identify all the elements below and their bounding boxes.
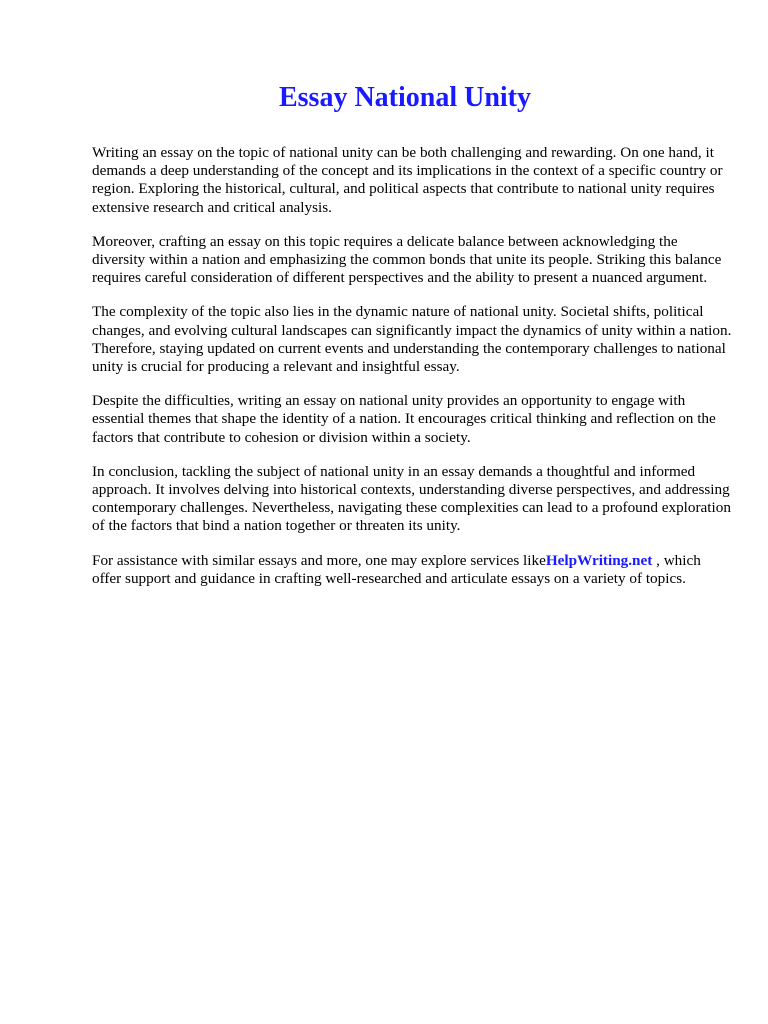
paragraph-6-tail: , which offer support and guidance in crafting well-researched and articulate essays on a variety of topics. — [92, 551, 701, 587]
page-title: Essay National Unity — [278, 82, 532, 113]
paragraph-1: Writing an essay on the topic of national unity can be both challenging and rewarding. On one hand, it demands a deep understanding of the concept and its implications in the context of a specific country or region. Exploring the historical, cultural, and political aspects that contribute to national unity requires extensive research and critical analysis. — [92, 144, 723, 216]
paragraph-5: In conclusion, tackling the subject of national unity in an essay demands a thoughtful and informed approach. It involves delving into historical contexts, understanding diverse perspectives, and addressing contemporary challenges. Nevertheless, navigating these complexities can lead to a profound exploration of the factors that bind a nation together or threaten its unity. — [92, 462, 731, 535]
essay-body — [92, 144, 732, 604]
helpwriting-link[interactable]: HelpWriting.net — [545, 551, 653, 569]
paragraph-3: The complexity of the topic also lies in the dynamic nature of national unity. Societal shifts, political changes, and evolving cultural landscapes can significantly impact the dynamics of unity within a nation. Therefore, staying updated on current events and understanding the contemporary challenges to national unity is crucial for producing a relevant and insightful essay. — [92, 303, 732, 376]
paragraph-6-lead: For assistance with similar essays and more, one may explore services like — [92, 551, 546, 569]
paragraph-6 — [92, 552, 732, 588]
paragraph-4: Despite the difficulties, writing an essay on national unity provides an opportunity to engage with essential themes that shape the identity of a nation. It encourages critical thinking and reflection on the factors that contribute to cohesion or division within a society. — [92, 392, 716, 446]
paragraph-2: Moreover, crafting an essay on this topic requires a delicate balance between acknowledging the diversity within a nation and emphasizing the common bonds that unite its people. Striking this balance requires careful consideration of different perspectives and the ability to present a nuanced argument. — [92, 232, 722, 287]
